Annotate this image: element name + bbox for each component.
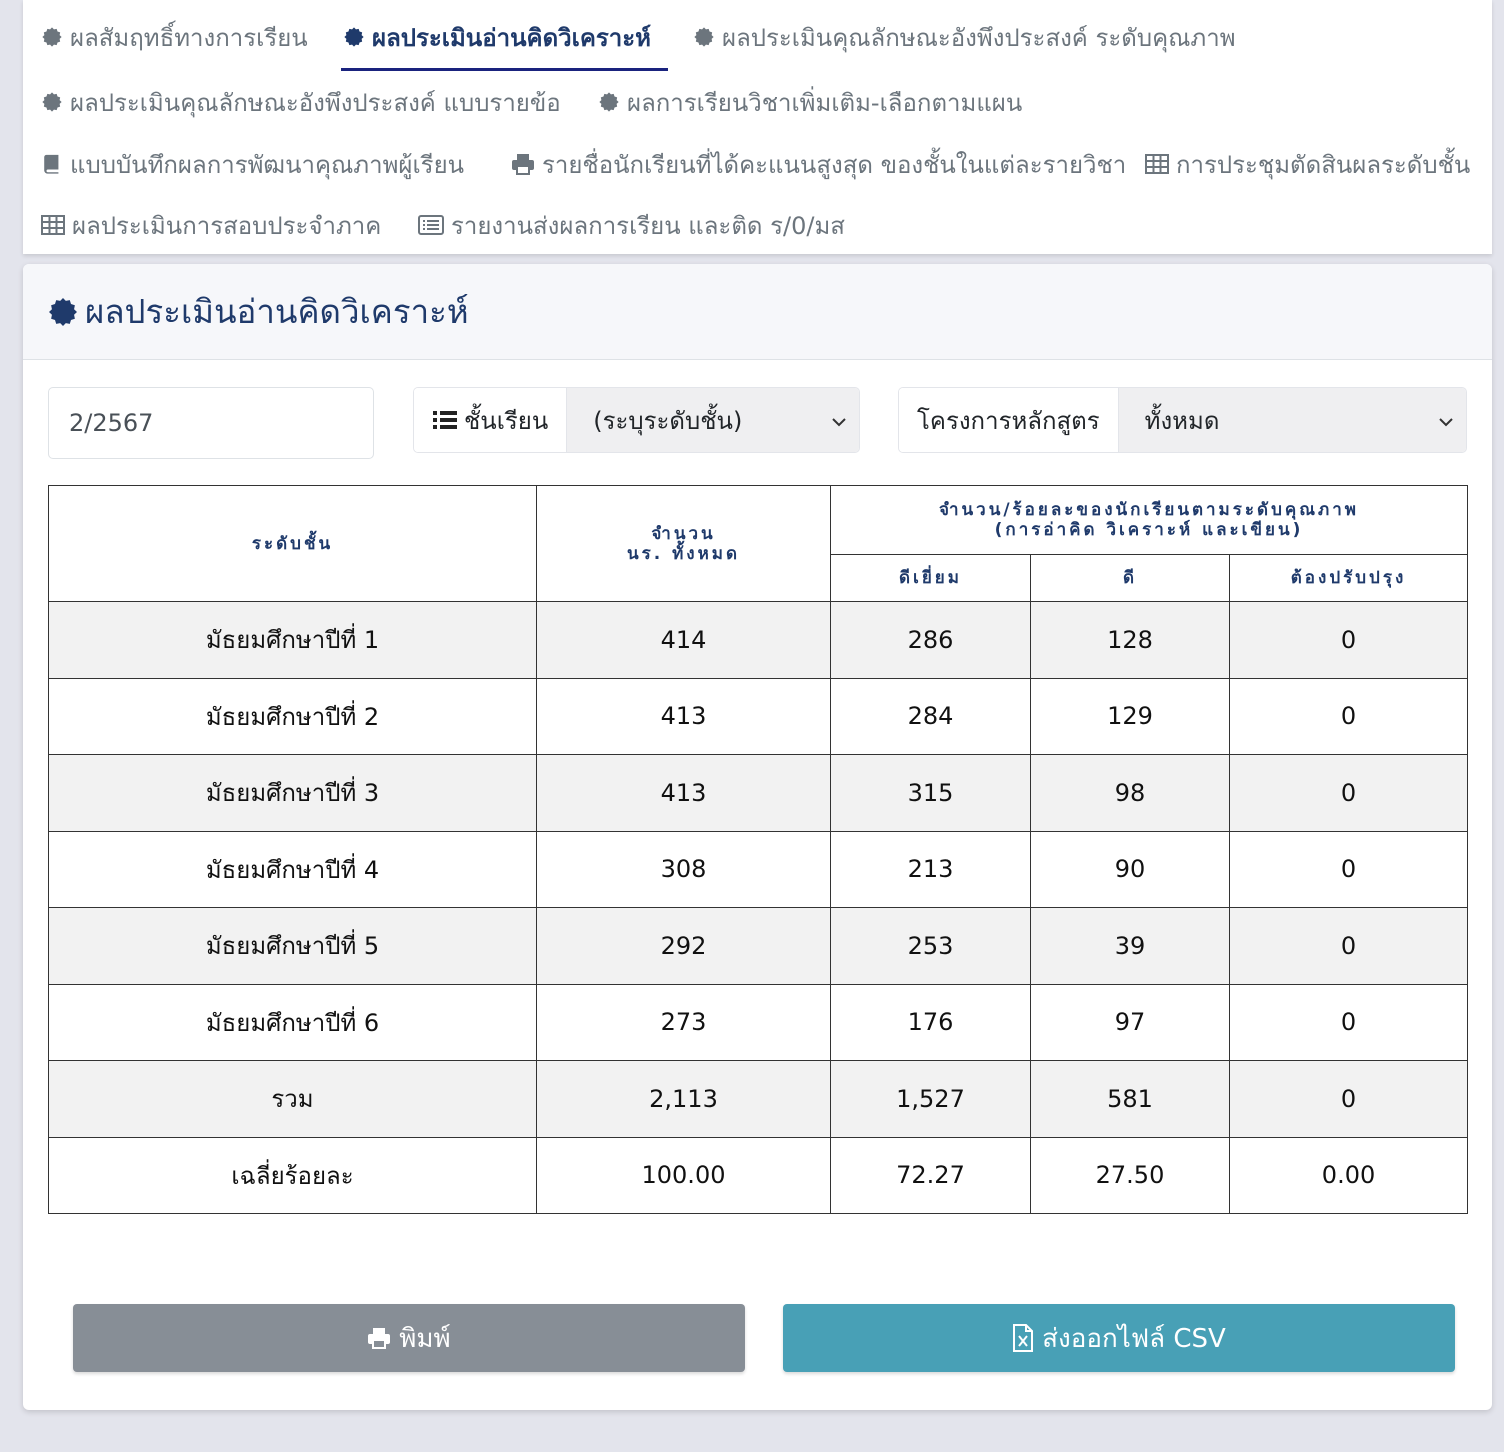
list-icon bbox=[432, 409, 458, 431]
class-level-select[interactable]: (ระบุระดับชั้น) bbox=[567, 388, 859, 452]
cell-good: 98 bbox=[1031, 755, 1230, 832]
table-row-average bbox=[49, 1137, 1468, 1214]
cell-excellent: 315 bbox=[831, 755, 1031, 832]
page-title bbox=[47, 285, 469, 338]
table-row bbox=[49, 678, 1468, 755]
header-level: ระดับชั้น bbox=[49, 486, 537, 602]
cell-improve: 0 bbox=[1230, 1061, 1468, 1138]
tab-additional-subjects[interactable] bbox=[598, 82, 1022, 122]
cell-improve: 0 bbox=[1230, 908, 1468, 985]
class-filter bbox=[413, 387, 860, 453]
cell-total: 100.00 bbox=[537, 1137, 831, 1214]
cell-excellent: 1,527 bbox=[831, 1061, 1031, 1138]
header-quality-group: จำนวน/ร้อยละของนักเรียนตามระดับคุณภาพ (การอ่าคิด วิเคราะห์ และเขียน) bbox=[831, 486, 1468, 555]
cell-excellent: 72.27 bbox=[831, 1137, 1031, 1214]
gear-icon bbox=[41, 91, 63, 113]
header-improve: ต้องปรับปรุง bbox=[1230, 555, 1468, 602]
cell-good: 39 bbox=[1031, 908, 1230, 985]
list-alt-icon bbox=[418, 215, 444, 235]
cell-improve: 0 bbox=[1230, 602, 1468, 679]
cell-good: 581 bbox=[1031, 1061, 1230, 1138]
tab-label: รายงานส่งผลการเรียน และติด ร/0/มส bbox=[451, 211, 845, 240]
cell-excellent: 253 bbox=[831, 908, 1031, 985]
tab-grade-report[interactable] bbox=[418, 205, 845, 245]
cell-total: 414 bbox=[537, 602, 831, 679]
cell-improve: 0 bbox=[1230, 755, 1468, 832]
cell-excellent: 176 bbox=[831, 984, 1031, 1061]
file-excel-icon bbox=[1012, 1324, 1034, 1352]
tab-characteristics-level[interactable] bbox=[693, 17, 1236, 57]
tab-exam-results[interactable] bbox=[41, 205, 381, 245]
header-good: ดี bbox=[1031, 555, 1230, 602]
tab-reading-analysis[interactable] bbox=[343, 17, 651, 57]
tab-label: ผลประเมินอ่านคิดวิเคราะห์ bbox=[372, 23, 651, 52]
card-header bbox=[23, 264, 1492, 360]
cell-total: 308 bbox=[537, 831, 831, 908]
table-icon bbox=[1145, 154, 1169, 174]
cell-good: 90 bbox=[1031, 831, 1230, 908]
report-card bbox=[23, 264, 1492, 1410]
tab-top-scorers[interactable] bbox=[511, 144, 1126, 184]
cell-good: 97 bbox=[1031, 984, 1230, 1061]
table-row bbox=[49, 984, 1468, 1061]
printer-icon bbox=[367, 1327, 391, 1349]
page-title-text: ผลประเมินอ่านคิดวิเคราะห์ bbox=[85, 292, 469, 331]
tab-grade-meeting[interactable] bbox=[1145, 144, 1470, 184]
table-row bbox=[49, 831, 1468, 908]
program-select[interactable]: ทั้งหมด bbox=[1119, 388, 1466, 452]
cell-good: 128 bbox=[1031, 602, 1230, 679]
cell-level: มัธยมศึกษาปีที่ 1 bbox=[49, 602, 537, 679]
table-row-total bbox=[49, 1061, 1468, 1138]
program-filter-label: โครงการหลักสูตร bbox=[899, 388, 1119, 452]
export-csv-button[interactable]: ส่งออกไฟล์ CSV bbox=[783, 1304, 1455, 1372]
print-button[interactable]: พิมพ์ bbox=[73, 1304, 745, 1372]
cell-total: 413 bbox=[537, 755, 831, 832]
cell-total: 2,113 bbox=[537, 1061, 831, 1138]
term-input[interactable] bbox=[48, 387, 374, 459]
chevron-down-icon bbox=[831, 406, 847, 434]
tab-label: แบบบันทึกผลการพัฒนาคุณภาพผู้เรียน bbox=[70, 150, 465, 179]
tab-label: ผลการเรียนวิชาเพิ่มเติม-เลือกตามแผน bbox=[627, 88, 1023, 117]
tab-navigation bbox=[23, 0, 1492, 254]
cell-level: เฉลี่ยร้อยละ bbox=[49, 1137, 537, 1214]
tab-label: รายชื่อนักเรียนที่ได้คะแนนสูงสุด ของชั้นในแต่ละรายวิชา bbox=[542, 150, 1127, 179]
cell-level: มัธยมศึกษาปีที่ 3 bbox=[49, 755, 537, 832]
cell-excellent: 284 bbox=[831, 678, 1031, 755]
tab-label: การประชุมตัดสินผลระดับชั้น bbox=[1176, 150, 1471, 179]
printer-icon bbox=[511, 153, 535, 175]
cell-level: มัธยมศึกษาปีที่ 2 bbox=[49, 678, 537, 755]
table-row bbox=[49, 602, 1468, 679]
cell-total: 292 bbox=[537, 908, 831, 985]
tab-characteristics-items[interactable] bbox=[41, 82, 561, 122]
cell-improve: 0.00 bbox=[1230, 1137, 1468, 1214]
class-filter-label: ชั้นเรียน bbox=[414, 388, 567, 452]
cell-level: มัธยมศึกษาปีที่ 6 bbox=[49, 984, 537, 1061]
gear-icon bbox=[693, 26, 715, 48]
cell-level: รวม bbox=[49, 1061, 537, 1138]
tab-label: ผลประเมินการสอบประจำภาค bbox=[72, 211, 382, 240]
cell-excellent: 286 bbox=[831, 602, 1031, 679]
cell-good: 27.50 bbox=[1031, 1137, 1230, 1214]
cell-improve: 0 bbox=[1230, 831, 1468, 908]
cell-excellent: 213 bbox=[831, 831, 1031, 908]
tab-quality-record[interactable] bbox=[41, 144, 464, 184]
cell-improve: 0 bbox=[1230, 678, 1468, 755]
chevron-down-icon bbox=[1438, 406, 1454, 434]
tab-achievement[interactable] bbox=[41, 17, 308, 57]
tab-label: ผลประเมินคุณลักษณะอังพึงประสงค์ ระดับคุณภาพ bbox=[722, 23, 1236, 52]
table-icon bbox=[41, 215, 65, 235]
header-excellent: ดีเยี่ยม bbox=[831, 555, 1031, 602]
results-table bbox=[48, 485, 1468, 1214]
cell-good: 129 bbox=[1031, 678, 1230, 755]
tab-label: ผลประเมินคุณลักษณะอังพึงประสงค์ แบบรายข้อ bbox=[70, 88, 561, 117]
cell-improve: 0 bbox=[1230, 984, 1468, 1061]
book-icon bbox=[41, 153, 63, 175]
table-row bbox=[49, 908, 1468, 985]
header-total: จำนวน นร. ทั้งหมด bbox=[537, 486, 831, 602]
cell-total: 413 bbox=[537, 678, 831, 755]
table-row bbox=[49, 755, 1468, 832]
cell-total: 273 bbox=[537, 984, 831, 1061]
tab-label: ผลสัมฤทธิ์ทางการเรียน bbox=[70, 23, 308, 52]
gear-icon bbox=[41, 26, 63, 48]
cell-level: มัธยมศึกษาปีที่ 5 bbox=[49, 908, 537, 985]
cell-level: มัธยมศึกษาปีที่ 4 bbox=[49, 831, 537, 908]
gear-icon bbox=[343, 26, 365, 48]
program-filter bbox=[898, 387, 1467, 453]
gear-icon bbox=[598, 91, 620, 113]
gear-icon bbox=[47, 296, 79, 328]
